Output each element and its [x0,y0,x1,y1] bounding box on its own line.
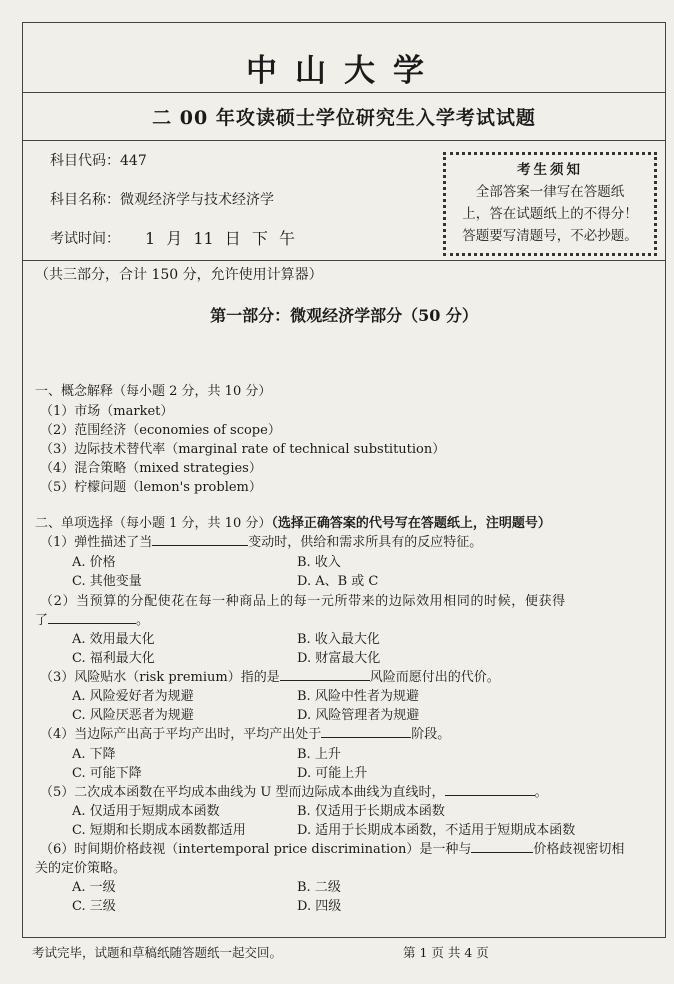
question-3-stem-end: 风险而愿付出的代价。 [369,670,500,685]
option-b: B. 风险中性者为规避 [297,689,419,704]
answer-blank [48,611,136,624]
concept-item: （3）边际技术替代率（marginal rate of technical substitution） [40,442,446,457]
question-6-stem-cont: 关的定价策略。 [35,861,127,876]
question-5-stem: （5）二次成本函数在平均成本曲线为 U 型而边际成本曲线为直线时， [40,785,445,800]
question-5-stem-end: 。 [534,785,548,800]
option-a: A. 一级 [72,880,116,895]
divider-under-university [22,92,666,93]
option-b: B. 上升 [297,747,341,762]
concept-item: （2）范围经济（economies of scope） [40,423,281,438]
divider-under-meta [22,260,666,261]
notice-line-2: 上，答在试题纸上的不得分！ [462,206,638,222]
section-2-instruction: （选择正确答案的代号写在答题纸上，注明题号） [271,516,551,531]
option-b: B. 二级 [297,880,341,895]
question-3 [40,666,500,685]
section-1-title: 一、概念解释（每小题 2 分，共 10 分） [35,384,272,399]
answer-blank [445,783,535,796]
option-d: D. 适用于长期成本函数，不适用于短期成本函数 [297,823,576,838]
footer-instruction: 考试完毕，试题和草稿纸随答题纸一起交回。 [32,945,283,960]
question-1-stem: （1）弹性描述了当 [40,535,153,550]
option-c: C. 福利最大化 [72,651,155,666]
concept-item: （1）市场（market） [40,404,174,419]
option-b: B. 仅适用于长期成本函数 [297,804,445,819]
answer-blank [321,725,411,738]
option-d: D. 财富最大化 [297,651,381,666]
notice-line-1: 全部答案一律写在答题纸 [475,184,625,200]
total-score-note: （共三部分，合计 150 分，允许使用计算器） [35,267,323,283]
question-1-stem-end: 变动时，供给和需求所具有的反应特征。 [248,535,483,550]
option-a: A. 效用最大化 [72,632,155,647]
concept-item: （4）混合策略（mixed strategies） [40,461,262,476]
question-6 [40,838,624,857]
question-2: 了 。 [35,613,150,628]
question-4-stem: （4）当边际产出高于平均产出时，平均产出处于 [40,727,322,742]
question-6-stem: （6）时间期价格歧视（intertemporal price discrimination）是一种与 [40,842,472,857]
question-5 [40,781,548,800]
subject-name: 科目名称：微观经济学与技术经济学 [50,192,274,208]
notice-title: 考生须知 [517,162,583,178]
page-number: 第 1 页 共 4 页 [403,945,489,960]
option-d: D. 可能上升 [297,766,368,781]
section-2-title: 二、单项选择（每小题 1 分，共 10 分） [35,516,272,531]
question-2-stem-cont: 了 [35,613,49,628]
option-a: A. 下降 [72,747,116,762]
exam-title: 二 00 年攻读硕士学位研究生入学考试试题 [152,107,536,129]
option-d: D. 四级 [297,899,342,914]
option-b: B. 收入最大化 [297,632,380,647]
exam-time-value: 1 月 11 日 下 午 [145,229,295,248]
option-c: C. 风险厌恶者为规避 [72,708,194,723]
question-4-stem-end: 阶段。 [411,727,451,742]
candidate-notice-box [443,152,657,256]
option-a: A. 价格 [72,555,116,570]
question-1 [40,531,482,550]
university-name: 中山大学 [246,53,442,89]
notice-line-3: 答题要写清题号，不必抄题。 [462,228,638,244]
option-c: C. 短期和长期成本函数都适用 [72,823,246,838]
option-d: D. A、B 或 C [297,574,379,589]
option-a: A. 仅适用于短期成本函数 [72,804,220,819]
exam-time-label: 考试时间： [50,231,120,247]
option-b: B. 收入 [297,555,341,570]
question-3-stem: （3）风险贴水（risk premium）指的是 [40,670,280,685]
answer-blank [471,840,533,853]
part-1-title: 第一部分：微观经济学部分（50 分） [210,306,478,325]
question-6-stem-end: 价格歧视密切相 [533,842,625,857]
subject-code: 科目代码：447 [50,153,147,169]
option-c: C. 其他变量 [72,574,142,589]
section-2-heading [35,512,551,531]
answer-blank [152,533,248,546]
option-c: C. 三级 [72,899,116,914]
option-a: A. 风险爱好者为规避 [72,689,194,704]
option-d: D. 风险管理者为规避 [297,708,420,723]
concept-item: （5）柠檬问题（lemon's problem） [40,480,262,495]
question-4 [40,723,450,742]
divider-under-title [22,140,666,141]
answer-blank [280,668,370,681]
question-2-stem: （2）当预算的分配使花在每一种商品上的每一元所带来的边际效用相同的时候，便获得 [40,594,566,609]
option-c: C. 可能下降 [72,766,142,781]
